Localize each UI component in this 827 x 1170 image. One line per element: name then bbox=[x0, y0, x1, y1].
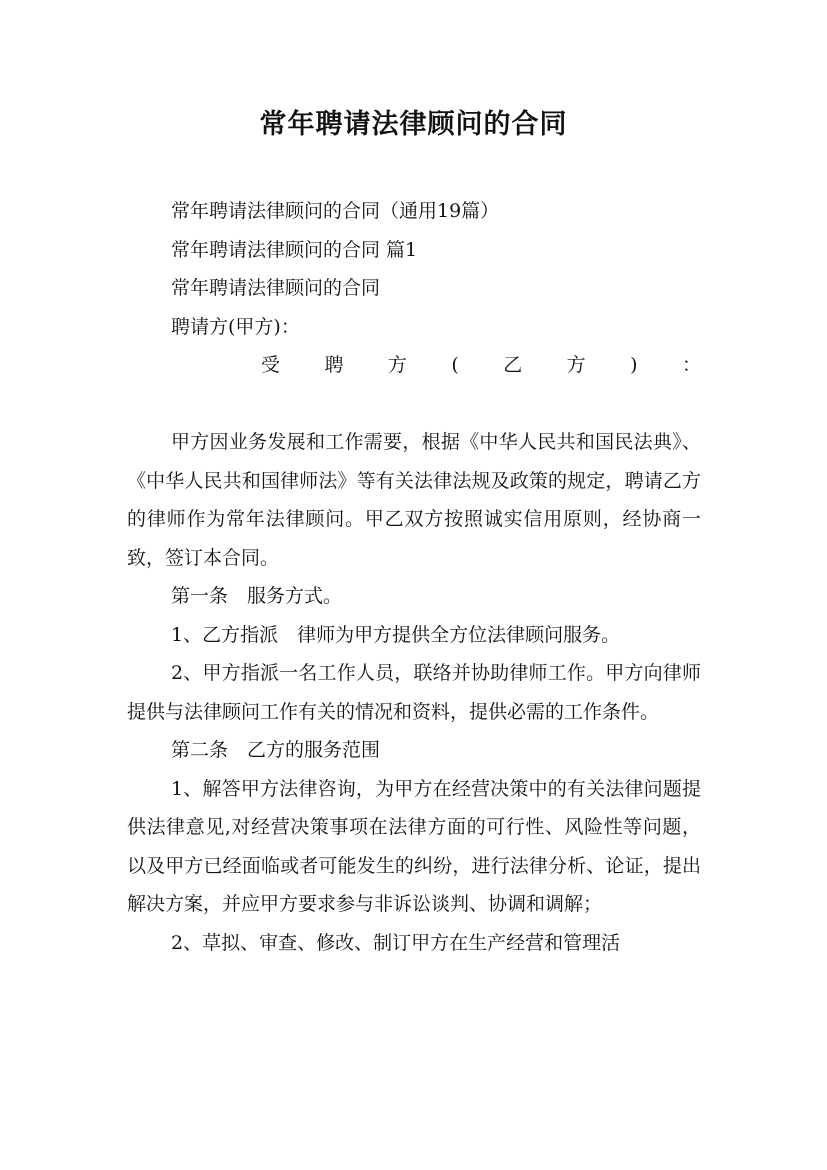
subtitle-line: 常年聘请法律顾问的合同（通用19篇） bbox=[171, 200, 500, 222]
party-b-char: 乙 bbox=[503, 354, 523, 376]
party-b-char: ( bbox=[451, 354, 459, 376]
party-b-char: ： bbox=[681, 354, 701, 376]
section-heading: 常年聘请法律顾问的合同 篇1 bbox=[171, 238, 418, 261]
blank-line bbox=[127, 385, 701, 424]
party-b-char: 聘 bbox=[324, 354, 344, 376]
article-1-clause-2: 2、甲方指派一名工作人员，联络并协助律师工作。甲方向律师提供与法律顾问工作有关的情况和资料，提供必需的工作条件。 bbox=[127, 662, 701, 723]
contract-name-line: 常年聘请法律顾问的合同 bbox=[171, 277, 381, 299]
article-2-clause-1: 1、解答甲方法律咨询，为甲方在经营决策中的有关法律问题提供法律意见,对经营决策事项在法律方面的可行性、风险性等问题，以及甲方已经面临或者可能发生的纠纷，进行法律分析、论证，提出解决方案，并应甲方要求参与非诉讼谈判、协调和调解； bbox=[127, 777, 701, 915]
party-b-char: 方 bbox=[387, 354, 407, 376]
article-2-heading: 第二条 乙方的服务范围 bbox=[171, 739, 381, 761]
party-b-char: ) bbox=[630, 354, 638, 376]
article-2-clause-2: 2、草拟、审查、修改、制订甲方在生产经营和管理活 bbox=[171, 931, 621, 954]
party-b-char: 受 bbox=[261, 354, 281, 376]
party-a-line: 聘请方(甲方)： bbox=[171, 315, 300, 338]
document-body bbox=[127, 192, 701, 962]
document-title: 常年聘请法律顾问的合同 bbox=[259, 109, 568, 140]
article-1-heading: 第一条 服务方式。 bbox=[171, 585, 343, 607]
party-b-line bbox=[127, 346, 701, 385]
article-1-clause-1: 1、乙方指派 律师为甲方提供全方位法律顾问服务。 bbox=[171, 623, 621, 646]
preamble-paragraph: 甲方因业务发展和工作需要，根据《中华人民共和国民法典》、《中华人民共和国律师法》等有关法律法规及政策的规定，聘请乙方的律师作为常年法律顾问。甲乙双方按照诚实信用原则，经协商一致，签订本合同。 bbox=[127, 431, 701, 569]
party-b-char: 方 bbox=[566, 354, 586, 376]
